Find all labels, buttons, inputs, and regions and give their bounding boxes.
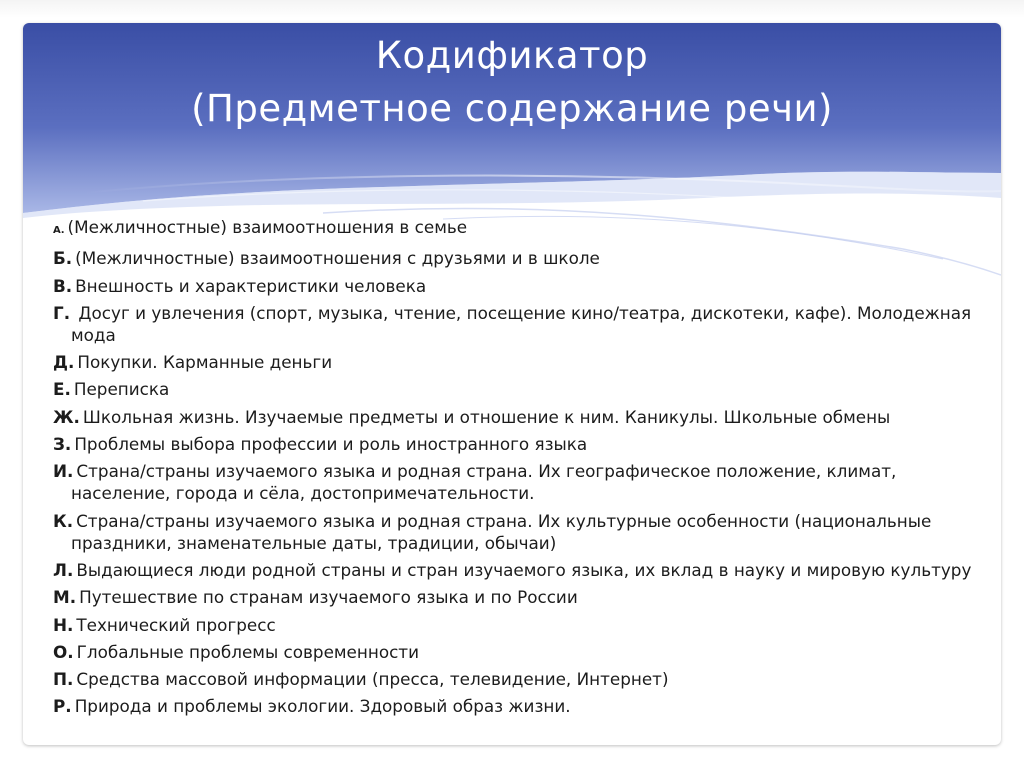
topic-list-item	[53, 247, 988, 269]
topic-list-item	[53, 510, 988, 554]
topic-marker: О.	[53, 641, 74, 662]
slide-title-line-1: Кодификатор	[375, 34, 649, 77]
slide-title-line-2: (Предметное содержание речи)	[191, 87, 833, 130]
topic-text: Выдающиеся люди родной страны и стран изучаемого языка, их вклад в науку и мировую культуру	[76, 559, 972, 580]
topic-list-item	[53, 695, 988, 717]
topic-list-item	[53, 641, 988, 663]
topic-text: Страна/страны изучаемого языка и родная страна. Их культурные особенности (национальные праздники, знаменательные даты, традиции, обычаи)	[71, 510, 932, 553]
topic-marker: Н.	[53, 614, 74, 635]
topic-text: Природа и проблемы экологии. Здоровый образ жизни.	[74, 696, 571, 717]
topic-list-item	[53, 378, 988, 400]
topic-list-item	[53, 433, 988, 455]
topic-text: Страна/страны изучаемого языка и родная страна. Их географическое положение, климат, население, города и сёла, достопримечательности.	[71, 461, 897, 504]
topic-text: Покупки. Карманные деньги	[77, 352, 333, 373]
topic-text: Проблемы выбора профессии и роль иностранного языка	[74, 434, 588, 455]
topic-marker: М.	[53, 587, 77, 608]
topic-text: (Межличностные) взаимоотношения с друзьями и в школе	[75, 248, 600, 269]
topic-list-item	[53, 302, 988, 346]
topic-marker: Р.	[53, 696, 72, 717]
topic-marker: Ж.	[53, 406, 80, 427]
topic-list-item	[53, 586, 988, 608]
topic-list-item	[53, 614, 988, 636]
topic-text: (Межличностные) взаимоотношения в семье	[67, 217, 468, 237]
topic-list-item	[53, 460, 988, 504]
topic-marker: Л.	[53, 559, 74, 580]
topic-marker: А.	[53, 225, 65, 236]
topic-marker: П.	[53, 669, 74, 690]
topic-text: Переписка	[73, 379, 170, 400]
topic-marker: Е.	[53, 379, 71, 400]
topic-text: Внешность и характеристики человека	[75, 275, 427, 296]
topic-marker: З.	[53, 434, 72, 455]
topic-text: Школьная жизнь. Изучаемые предметы и отношение к ним. Каникулы. Школьные обмены	[82, 406, 891, 427]
topic-text: Технический прогресс	[76, 614, 276, 635]
slide	[23, 23, 1001, 745]
topic-text: Досуг и увлечения (спорт, музыка, чтение, посещение кино/театра, дискотеки, кафе). Молодежная мода	[71, 302, 972, 345]
topic-list-item	[53, 275, 988, 297]
topic-marker: И.	[53, 461, 74, 482]
topic-marker: Б.	[53, 248, 73, 269]
slide-title	[23, 29, 1001, 135]
topic-list-item	[53, 559, 988, 581]
topic-marker: К.	[53, 510, 74, 531]
topic-list-item	[53, 668, 988, 690]
topic-marker: Д.	[53, 352, 75, 373]
topic-text: Глобальные проблемы современности	[76, 641, 419, 662]
topic-list-item	[53, 351, 988, 373]
topic-list-item	[53, 406, 988, 428]
topic-text: Средства массовой информации (пресса, телевидение, Интернет)	[76, 669, 669, 690]
topic-text: Путешествие по странам изучаемого языка и по России	[79, 587, 578, 608]
topic-list	[53, 216, 988, 723]
topic-list-item	[53, 216, 988, 242]
topic-marker: Г.	[53, 302, 71, 323]
topic-marker: В.	[53, 275, 73, 296]
